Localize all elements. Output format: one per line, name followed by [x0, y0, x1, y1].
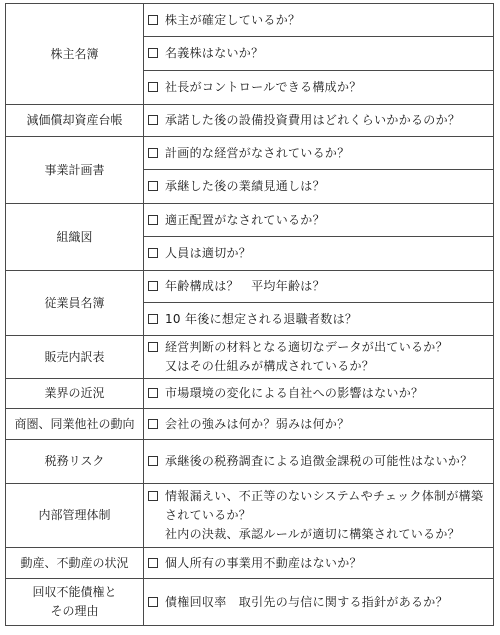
category-cell: 事業計画書 [6, 137, 144, 204]
check-item-text: 個人所有の事業用不動産はないか？ [165, 555, 362, 570]
checkbox-icon[interactable] [148, 419, 158, 429]
check-item [148, 244, 490, 263]
checkbox-icon[interactable] [148, 597, 158, 607]
check-item-text: 適正配置がなされているか？ [165, 212, 325, 227]
check-item [148, 177, 490, 196]
checklist-row [6, 137, 494, 170]
checklist-row [6, 579, 494, 626]
check-item-text: 人員は適切か？ [165, 246, 252, 260]
check-item [148, 310, 490, 329]
category-cell: 回収不能債権と その理由 [6, 579, 144, 626]
check-item-text: 承継した後の業績見通しは？ [165, 179, 325, 193]
check-item [148, 338, 490, 376]
check-item-cell [144, 440, 494, 484]
checklist-body [6, 4, 494, 626]
category-cell: 業界の近況 [6, 379, 144, 409]
category-cell: 株主名簿 [6, 4, 144, 105]
checkbox-icon[interactable] [148, 82, 158, 92]
category-cell: 商圏、同業他社の動向 [6, 409, 144, 440]
check-item-cell [144, 204, 494, 237]
check-item [148, 144, 490, 163]
check-item [148, 44, 490, 63]
checkbox-icon[interactable] [148, 281, 158, 291]
checkbox-icon[interactable] [148, 15, 158, 25]
checklist-row [6, 204, 494, 237]
checklist-row [6, 548, 494, 579]
check-item [148, 452, 490, 471]
check-item-cell [144, 579, 494, 626]
check-item-text: 10 年後に想定される退職者数は？ [165, 311, 358, 326]
check-item [148, 487, 490, 544]
check-item-text: 名義株はないか？ [165, 46, 264, 60]
check-item [148, 11, 490, 30]
checkbox-icon[interactable] [148, 456, 158, 466]
check-item-cell [144, 336, 494, 379]
checklist-row [6, 271, 494, 303]
checkbox-icon[interactable] [148, 148, 158, 158]
category-cell: 減価償却資産台帳 [6, 105, 144, 137]
checkbox-icon[interactable] [148, 342, 158, 352]
category-cell: 組織図 [6, 204, 144, 271]
checklist-row [6, 379, 494, 409]
checkbox-icon[interactable] [148, 388, 158, 398]
category-cell: 従業員名簿 [6, 271, 144, 336]
check-item [148, 384, 490, 403]
check-item-cell [144, 409, 494, 440]
check-item [148, 211, 490, 230]
checkbox-icon[interactable] [148, 248, 158, 258]
check-item-cell [144, 548, 494, 579]
check-item [148, 277, 490, 296]
check-item-text: 市場環境の変化による自社への影響はないか？ [165, 386, 424, 400]
check-item-text: 承諾した後の設備投資費用はどれくらいかかるのか？ [165, 113, 461, 127]
check-item-text: 年齢構成は？ 平均年齢は？ [165, 279, 325, 293]
check-item-text: 会社の強みは何か？弱みは何か？ [165, 416, 350, 431]
checklist-row [6, 484, 494, 548]
check-item-cell [144, 379, 494, 409]
checklist-row [6, 440, 494, 484]
check-item-text: 株主が確定しているか？ [165, 12, 301, 27]
check-item [148, 593, 490, 612]
check-item-text: 計画的な経営がなされているか？ [165, 145, 350, 160]
check-item-text: 承継後の税務調査による追徴金課税の可能性はないか？ [165, 454, 473, 468]
checkbox-icon[interactable] [148, 491, 158, 501]
due-diligence-checklist-table [5, 3, 494, 626]
checklist-row [6, 336, 494, 379]
checklist-row [6, 105, 494, 137]
checkbox-icon[interactable] [148, 181, 158, 191]
check-item-cell [144, 37, 494, 71]
checkbox-icon[interactable] [148, 48, 158, 58]
category-cell: 税務リスク [6, 440, 144, 484]
checkbox-icon[interactable] [148, 558, 158, 568]
check-item-text: 社長がコントロールできる構成か？ [165, 80, 362, 94]
checkbox-icon[interactable] [148, 115, 158, 125]
check-item-text: 債権回収率 取引先の与信に関する指針があるか？ [165, 594, 448, 609]
check-item-text: 情報漏えい、不正等のないシステムやチェック体制が構築されているか？ 社内の決裁、承認ルールが適切に構築されているか？ [165, 489, 484, 541]
check-item [148, 111, 490, 130]
check-item [148, 78, 490, 97]
check-item-text: 経営判断の材料となる適切なデータが出ているか？ 又はその仕組みが構成されているか？ [165, 340, 448, 373]
check-item-cell [144, 170, 494, 204]
checkbox-icon[interactable] [148, 314, 158, 324]
check-item-cell [144, 4, 494, 37]
check-item [148, 554, 490, 573]
check-item-cell [144, 484, 494, 548]
checklist-row [6, 409, 494, 440]
check-item-cell [144, 303, 494, 336]
check-item-cell [144, 237, 494, 271]
check-item [148, 415, 490, 434]
check-item-cell [144, 105, 494, 137]
checklist-row [6, 4, 494, 37]
check-item-cell [144, 137, 494, 170]
checkbox-icon[interactable] [148, 215, 158, 225]
check-item-cell [144, 271, 494, 303]
category-cell: 動産、不動産の状況 [6, 548, 144, 579]
category-cell: 内部管理体制 [6, 484, 144, 548]
category-cell: 販売内訳表 [6, 336, 144, 379]
check-item-cell [144, 71, 494, 105]
